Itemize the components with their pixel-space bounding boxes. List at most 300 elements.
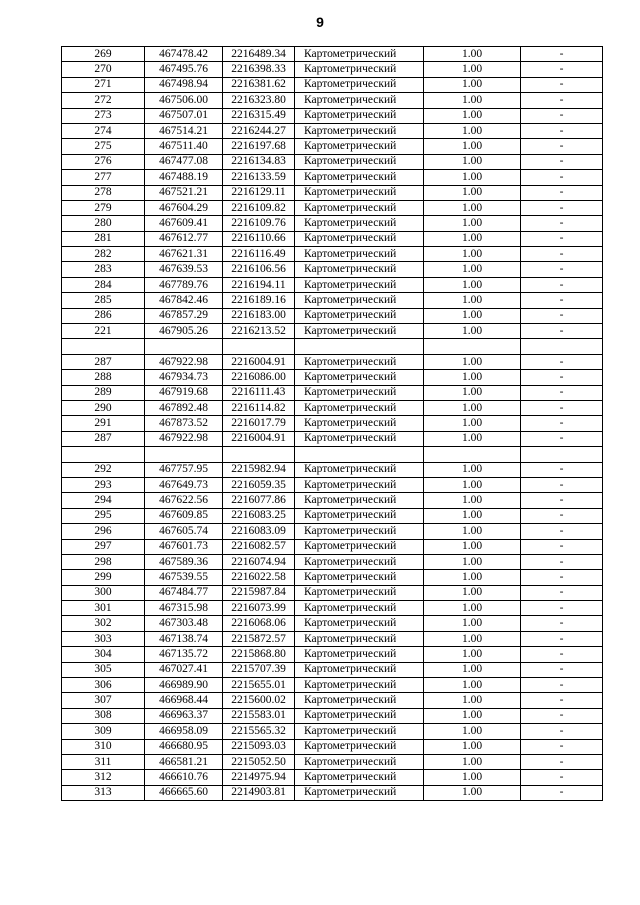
y-coordinate-cell: 2216323.80	[223, 93, 295, 108]
dash-cell: -	[521, 231, 603, 246]
method-cell: Картометрический	[295, 216, 424, 231]
point-number-cell: 276	[62, 154, 145, 169]
table-row	[62, 539, 603, 554]
dash-cell: -	[521, 108, 603, 123]
method-cell: Картометрический	[295, 324, 424, 339]
y-coordinate-cell: 2215872.57	[223, 631, 295, 646]
accuracy-cell: 1.00	[424, 570, 521, 585]
x-coordinate-cell: 467892.48	[145, 400, 223, 415]
method-cell: Картометрический	[295, 662, 424, 677]
y-coordinate-cell: 2216213.52	[223, 324, 295, 339]
method-cell: Картометрический	[295, 400, 424, 415]
dash-cell: -	[521, 170, 603, 185]
dash-cell: -	[521, 585, 603, 600]
dash-cell: -	[521, 631, 603, 646]
dash-cell: -	[521, 616, 603, 631]
dash-cell: -	[521, 154, 603, 169]
dash-cell: -	[521, 431, 603, 446]
method-cell: Картометрический	[295, 477, 424, 492]
y-coordinate-cell: 2216489.34	[223, 47, 295, 62]
method-cell: Картометрический	[295, 770, 424, 785]
method-cell: Картометрический	[295, 185, 424, 200]
x-coordinate-cell: 467609.85	[145, 508, 223, 523]
x-coordinate-cell: 467922.98	[145, 431, 223, 446]
x-coordinate-cell: 466665.60	[145, 785, 223, 800]
accuracy-cell: 1.00	[424, 416, 521, 431]
y-coordinate-cell: 2215583.01	[223, 708, 295, 723]
y-coordinate-cell: 2216004.91	[223, 431, 295, 446]
dash-cell: -	[521, 693, 603, 708]
dash-cell: -	[521, 601, 603, 616]
table-row	[62, 47, 603, 62]
accuracy-cell: 1.00	[424, 678, 521, 693]
point-number-cell: 272	[62, 93, 145, 108]
y-coordinate-cell: 2216074.94	[223, 554, 295, 569]
point-number-cell: 298	[62, 554, 145, 569]
x-coordinate-cell: 467922.98	[145, 354, 223, 369]
dash-cell: -	[521, 385, 603, 400]
dash-cell: -	[521, 770, 603, 785]
table-row	[62, 185, 603, 200]
point-number-cell: 301	[62, 601, 145, 616]
point-number-cell: 278	[62, 185, 145, 200]
table-row	[62, 693, 603, 708]
point-number-cell: 287	[62, 354, 145, 369]
x-coordinate-cell: 467521.21	[145, 185, 223, 200]
x-coordinate-cell: 467138.74	[145, 631, 223, 646]
dash-cell: -	[521, 185, 603, 200]
method-cell: Картометрический	[295, 631, 424, 646]
x-coordinate-cell: 467639.53	[145, 262, 223, 277]
y-coordinate-cell: 2216114.82	[223, 400, 295, 415]
accuracy-cell: 1.00	[424, 754, 521, 769]
group-separator-row	[62, 447, 603, 462]
dash-cell: -	[521, 324, 603, 339]
group-separator-row	[62, 339, 603, 354]
y-coordinate-cell: 2216017.79	[223, 416, 295, 431]
accuracy-cell: 1.00	[424, 400, 521, 415]
x-coordinate-cell: 467478.42	[145, 47, 223, 62]
y-coordinate-cell: 2215868.80	[223, 647, 295, 662]
method-cell: Картометрический	[295, 585, 424, 600]
point-number-cell: 313	[62, 785, 145, 800]
y-coordinate-cell: 2216068.06	[223, 616, 295, 631]
table-row	[62, 678, 603, 693]
method-cell: Картометрический	[295, 754, 424, 769]
method-cell: Картометрический	[295, 108, 424, 123]
y-coordinate-cell: 2216082.57	[223, 539, 295, 554]
x-coordinate-cell: 466989.90	[145, 678, 223, 693]
empty-cell	[521, 339, 603, 354]
x-coordinate-cell: 466581.21	[145, 754, 223, 769]
accuracy-cell: 1.00	[424, 524, 521, 539]
empty-cell	[424, 447, 521, 462]
point-number-cell: 303	[62, 631, 145, 646]
x-coordinate-cell: 467857.29	[145, 308, 223, 323]
point-number-cell: 270	[62, 62, 145, 77]
accuracy-cell: 1.00	[424, 62, 521, 77]
table-row	[62, 139, 603, 154]
method-cell: Картометрический	[295, 277, 424, 292]
accuracy-cell: 1.00	[424, 785, 521, 800]
accuracy-cell: 1.00	[424, 123, 521, 138]
table-row	[62, 462, 603, 477]
accuracy-cell: 1.00	[424, 554, 521, 569]
x-coordinate-cell: 467757.95	[145, 462, 223, 477]
x-coordinate-cell: 466680.95	[145, 739, 223, 754]
dash-cell: -	[521, 462, 603, 477]
table-row	[62, 785, 603, 800]
point-number-cell: 297	[62, 539, 145, 554]
table-row	[62, 354, 603, 369]
table-row	[62, 724, 603, 739]
table-row	[62, 708, 603, 723]
empty-cell	[223, 447, 295, 462]
x-coordinate-cell: 467539.55	[145, 570, 223, 585]
dash-cell: -	[521, 678, 603, 693]
dash-cell: -	[521, 354, 603, 369]
dash-cell: -	[521, 508, 603, 523]
empty-cell	[521, 447, 603, 462]
point-number-cell: 280	[62, 216, 145, 231]
method-cell: Картометрический	[295, 262, 424, 277]
y-coordinate-cell: 2216109.82	[223, 200, 295, 215]
method-cell: Картометрический	[295, 524, 424, 539]
dash-cell: -	[521, 554, 603, 569]
empty-cell	[295, 447, 424, 462]
y-coordinate-cell: 2216109.76	[223, 216, 295, 231]
x-coordinate-cell: 467511.40	[145, 139, 223, 154]
point-number-cell: 284	[62, 277, 145, 292]
point-number-cell: 304	[62, 647, 145, 662]
x-coordinate-cell: 467612.77	[145, 231, 223, 246]
dash-cell: -	[521, 247, 603, 262]
y-coordinate-cell: 2216189.16	[223, 293, 295, 308]
accuracy-cell: 1.00	[424, 462, 521, 477]
method-cell: Картометрический	[295, 724, 424, 739]
y-coordinate-cell: 2216059.35	[223, 477, 295, 492]
table-row	[62, 508, 603, 523]
point-number-cell: 274	[62, 123, 145, 138]
x-coordinate-cell: 467919.68	[145, 385, 223, 400]
y-coordinate-cell: 2216022.58	[223, 570, 295, 585]
table-row	[62, 277, 603, 292]
y-coordinate-cell: 2216106.56	[223, 262, 295, 277]
dash-cell: -	[521, 200, 603, 215]
method-cell: Картометрический	[295, 785, 424, 800]
accuracy-cell: 1.00	[424, 77, 521, 92]
point-number-cell: 295	[62, 508, 145, 523]
method-cell: Картометрический	[295, 308, 424, 323]
y-coordinate-cell: 2216194.11	[223, 277, 295, 292]
y-coordinate-cell: 2214975.94	[223, 770, 295, 785]
y-coordinate-cell: 2216183.00	[223, 308, 295, 323]
table-row	[62, 62, 603, 77]
y-coordinate-cell: 2216077.86	[223, 493, 295, 508]
point-number-cell: 277	[62, 170, 145, 185]
accuracy-cell: 1.00	[424, 47, 521, 62]
table-row	[62, 324, 603, 339]
dash-cell: -	[521, 570, 603, 585]
method-cell: Картометрический	[295, 431, 424, 446]
x-coordinate-cell: 467934.73	[145, 370, 223, 385]
y-coordinate-cell: 2215600.02	[223, 693, 295, 708]
accuracy-cell: 1.00	[424, 354, 521, 369]
method-cell: Картометрический	[295, 554, 424, 569]
table-row	[62, 770, 603, 785]
y-coordinate-cell: 2216111.43	[223, 385, 295, 400]
point-number-cell: 221	[62, 324, 145, 339]
x-coordinate-cell: 467905.26	[145, 324, 223, 339]
table-row	[62, 170, 603, 185]
dash-cell: -	[521, 724, 603, 739]
accuracy-cell: 1.00	[424, 277, 521, 292]
accuracy-cell: 1.00	[424, 662, 521, 677]
y-coordinate-cell: 2216004.91	[223, 354, 295, 369]
method-cell: Картометрический	[295, 62, 424, 77]
table-row	[62, 308, 603, 323]
method-cell: Картометрический	[295, 416, 424, 431]
method-cell: Картометрический	[295, 708, 424, 723]
table-row	[62, 554, 603, 569]
method-cell: Картометрический	[295, 647, 424, 662]
table-row	[62, 77, 603, 92]
accuracy-cell: 1.00	[424, 693, 521, 708]
method-cell: Картометрический	[295, 293, 424, 308]
point-number-cell: 312	[62, 770, 145, 785]
x-coordinate-cell: 467842.46	[145, 293, 223, 308]
method-cell: Картометрический	[295, 616, 424, 631]
method-cell: Картометрический	[295, 93, 424, 108]
table-row	[62, 262, 603, 277]
coordinates-table	[61, 46, 603, 801]
table-row	[62, 524, 603, 539]
table-row	[62, 616, 603, 631]
method-cell: Картометрический	[295, 370, 424, 385]
dash-cell: -	[521, 123, 603, 138]
x-coordinate-cell: 467484.77	[145, 585, 223, 600]
x-coordinate-cell: 467649.73	[145, 477, 223, 492]
x-coordinate-cell: 467601.73	[145, 539, 223, 554]
dash-cell: -	[521, 754, 603, 769]
dash-cell: -	[521, 647, 603, 662]
point-number-cell: 308	[62, 708, 145, 723]
x-coordinate-cell: 467589.36	[145, 554, 223, 569]
accuracy-cell: 1.00	[424, 493, 521, 508]
method-cell: Картометрический	[295, 462, 424, 477]
table-row	[62, 293, 603, 308]
x-coordinate-cell: 467027.41	[145, 662, 223, 677]
point-number-cell: 273	[62, 108, 145, 123]
point-number-cell: 311	[62, 754, 145, 769]
accuracy-cell: 1.00	[424, 585, 521, 600]
accuracy-cell: 1.00	[424, 601, 521, 616]
dash-cell: -	[521, 370, 603, 385]
table-row	[62, 631, 603, 646]
table-row	[62, 754, 603, 769]
y-coordinate-cell: 2215982.94	[223, 462, 295, 477]
dash-cell: -	[521, 308, 603, 323]
dash-cell: -	[521, 524, 603, 539]
method-cell: Картометрический	[295, 601, 424, 616]
x-coordinate-cell: 466963.37	[145, 708, 223, 723]
accuracy-cell: 1.00	[424, 170, 521, 185]
empty-cell	[424, 339, 521, 354]
x-coordinate-cell: 466610.76	[145, 770, 223, 785]
table-row	[62, 93, 603, 108]
point-number-cell: 269	[62, 47, 145, 62]
table-row	[62, 231, 603, 246]
accuracy-cell: 1.00	[424, 647, 521, 662]
point-number-cell: 292	[62, 462, 145, 477]
x-coordinate-cell: 467507.01	[145, 108, 223, 123]
empty-cell	[62, 447, 145, 462]
method-cell: Картометрический	[295, 678, 424, 693]
point-number-cell: 300	[62, 585, 145, 600]
point-number-cell: 296	[62, 524, 145, 539]
dash-cell: -	[521, 539, 603, 554]
method-cell: Картометрический	[295, 493, 424, 508]
y-coordinate-cell: 2215987.84	[223, 585, 295, 600]
dash-cell: -	[521, 739, 603, 754]
table-row	[62, 477, 603, 492]
table-row	[62, 416, 603, 431]
table-row	[62, 662, 603, 677]
point-number-cell: 307	[62, 693, 145, 708]
y-coordinate-cell: 2216197.68	[223, 139, 295, 154]
method-cell: Картометрический	[295, 170, 424, 185]
page-number: 9	[316, 14, 324, 30]
accuracy-cell: 1.00	[424, 216, 521, 231]
point-number-cell: 291	[62, 416, 145, 431]
accuracy-cell: 1.00	[424, 616, 521, 631]
method-cell: Картометрический	[295, 385, 424, 400]
table-row	[62, 431, 603, 446]
point-number-cell: 275	[62, 139, 145, 154]
accuracy-cell: 1.00	[424, 308, 521, 323]
dash-cell: -	[521, 47, 603, 62]
x-coordinate-cell: 466958.09	[145, 724, 223, 739]
dash-cell: -	[521, 62, 603, 77]
accuracy-cell: 1.00	[424, 708, 521, 723]
y-coordinate-cell: 2215565.32	[223, 724, 295, 739]
y-coordinate-cell: 2215093.03	[223, 739, 295, 754]
accuracy-cell: 1.00	[424, 370, 521, 385]
point-number-cell: 279	[62, 200, 145, 215]
x-coordinate-cell: 467498.94	[145, 77, 223, 92]
accuracy-cell: 1.00	[424, 324, 521, 339]
dash-cell: -	[521, 93, 603, 108]
x-coordinate-cell: 467488.19	[145, 170, 223, 185]
method-cell: Картометрический	[295, 247, 424, 262]
y-coordinate-cell: 2215707.39	[223, 662, 295, 677]
dash-cell: -	[521, 139, 603, 154]
y-coordinate-cell: 2216073.99	[223, 601, 295, 616]
y-coordinate-cell: 2214903.81	[223, 785, 295, 800]
x-coordinate-cell: 467609.41	[145, 216, 223, 231]
y-coordinate-cell: 2216116.49	[223, 247, 295, 262]
method-cell: Картометрический	[295, 693, 424, 708]
x-coordinate-cell: 467789.76	[145, 277, 223, 292]
accuracy-cell: 1.00	[424, 139, 521, 154]
point-number-cell: 288	[62, 370, 145, 385]
point-number-cell: 271	[62, 77, 145, 92]
coordinates-table-body	[62, 47, 603, 801]
empty-cell	[62, 339, 145, 354]
table-row	[62, 647, 603, 662]
table-row	[62, 154, 603, 169]
y-coordinate-cell: 2216398.33	[223, 62, 295, 77]
table-row	[62, 216, 603, 231]
method-cell: Картометрический	[295, 200, 424, 215]
x-coordinate-cell: 467477.08	[145, 154, 223, 169]
accuracy-cell: 1.00	[424, 385, 521, 400]
dash-cell: -	[521, 493, 603, 508]
method-cell: Картометрический	[295, 739, 424, 754]
table-row	[62, 108, 603, 123]
method-cell: Картометрический	[295, 139, 424, 154]
accuracy-cell: 1.00	[424, 200, 521, 215]
point-number-cell: 293	[62, 477, 145, 492]
table-row	[62, 585, 603, 600]
point-number-cell: 282	[62, 247, 145, 262]
y-coordinate-cell: 2215052.50	[223, 754, 295, 769]
x-coordinate-cell: 466968.44	[145, 693, 223, 708]
table-row	[62, 200, 603, 215]
dash-cell: -	[521, 785, 603, 800]
accuracy-cell: 1.00	[424, 247, 521, 262]
x-coordinate-cell: 467873.52	[145, 416, 223, 431]
accuracy-cell: 1.00	[424, 739, 521, 754]
accuracy-cell: 1.00	[424, 108, 521, 123]
point-number-cell: 294	[62, 493, 145, 508]
table-row	[62, 385, 603, 400]
y-coordinate-cell: 2216110.66	[223, 231, 295, 246]
method-cell: Картометрический	[295, 47, 424, 62]
empty-cell	[223, 339, 295, 354]
accuracy-cell: 1.00	[424, 154, 521, 169]
y-coordinate-cell: 2216129.11	[223, 185, 295, 200]
point-number-cell: 306	[62, 678, 145, 693]
table-row	[62, 601, 603, 616]
x-coordinate-cell: 467514.21	[145, 123, 223, 138]
table-row	[62, 739, 603, 754]
accuracy-cell: 1.00	[424, 431, 521, 446]
dash-cell: -	[521, 400, 603, 415]
accuracy-cell: 1.00	[424, 185, 521, 200]
method-cell: Картометрический	[295, 508, 424, 523]
accuracy-cell: 1.00	[424, 231, 521, 246]
table-row	[62, 570, 603, 585]
y-coordinate-cell: 2216134.83	[223, 154, 295, 169]
x-coordinate-cell: 467622.56	[145, 493, 223, 508]
point-number-cell: 289	[62, 385, 145, 400]
table-row	[62, 493, 603, 508]
point-number-cell: 281	[62, 231, 145, 246]
x-coordinate-cell: 467303.48	[145, 616, 223, 631]
accuracy-cell: 1.00	[424, 93, 521, 108]
dash-cell: -	[521, 708, 603, 723]
x-coordinate-cell: 467315.98	[145, 601, 223, 616]
y-coordinate-cell: 2216083.25	[223, 508, 295, 523]
y-coordinate-cell: 2216083.09	[223, 524, 295, 539]
point-number-cell: 283	[62, 262, 145, 277]
table-row	[62, 370, 603, 385]
accuracy-cell: 1.00	[424, 631, 521, 646]
point-number-cell: 287	[62, 431, 145, 446]
empty-cell	[295, 339, 424, 354]
dash-cell: -	[521, 662, 603, 677]
